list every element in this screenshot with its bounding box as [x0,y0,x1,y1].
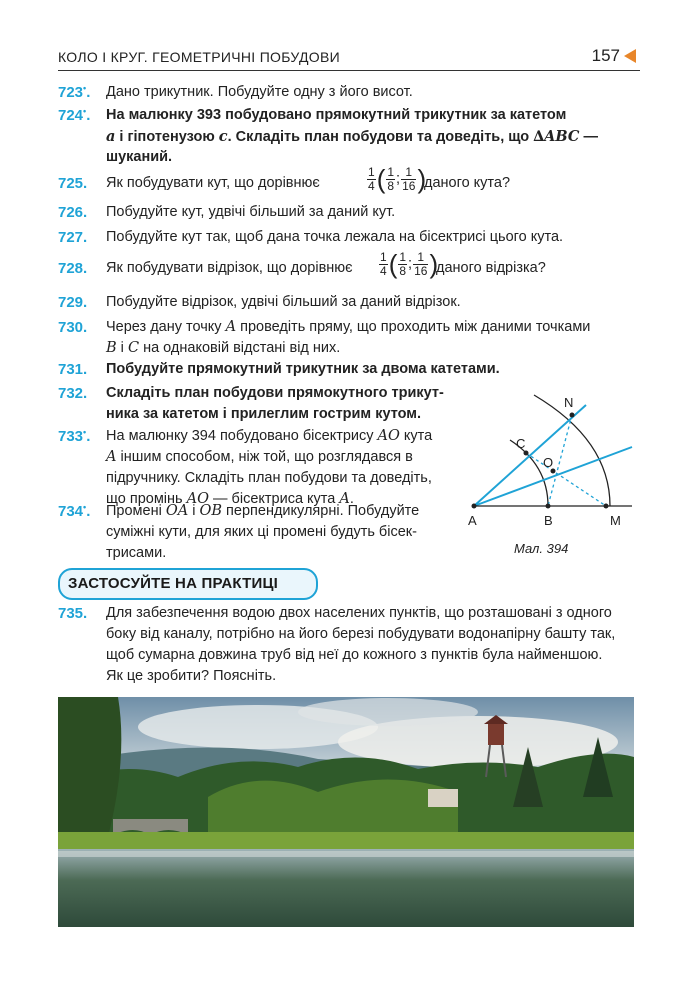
problem-number: 725. [58,175,88,192]
label-m: M [610,513,621,528]
problem-number: 728. [58,260,88,277]
problem-number: 729. [58,294,88,311]
problem-text-line: щоб сумарна довжина труб від неї до кожного з пунктів була найменшою. [106,647,603,663]
problem-text-line: Для забезпечення водою двох населених пунктів, що розташовані з одного [106,605,612,621]
problem-number: 724•. [58,106,91,124]
problem-735 [58,603,648,689]
problem-number: 731. [58,361,88,378]
problem-text-line: що промінь AO — бісектриса кута A. [106,491,354,507]
page-number: 157 [591,46,620,65]
problem-text-line: Промені OA і OB перпендикулярні. Побудуйте [106,503,420,519]
problem-726 [58,202,648,224]
problem-text-end: даного відрізка? [436,260,546,276]
problem-number: 726. [58,204,88,221]
problem-text: Побудуйте кут, удвічі більший за даний кут. [106,204,396,220]
problem-text-line: боку від каналу, потрібно на його березі побудувати водонапірну башту так, [106,626,616,642]
problem-number: 727. [58,229,88,246]
house [428,789,458,807]
point-n [570,413,575,418]
problem-734 [58,501,468,565]
water [58,849,634,927]
figure-394 [460,385,640,535]
arc-large [534,395,610,506]
problem-number: 735. [58,605,88,622]
fraction-expression: $\frac{1}{4}$ ( $\frac{1}{8}$ ; $\frac{1}{16}$ ) [380,249,439,279]
label-o: O [543,455,554,470]
trees-light [208,780,458,838]
problem-text-line: Через дану точку A проведіть пряму, що проходить між даними точками [106,319,591,335]
problem-text: Побудуйте кут так, щоб дана точка лежала на бісектрисі цього кута. [106,229,564,245]
problem-text-line: Як це зробити? Поясніть. [106,668,277,684]
problem-729 [58,292,648,314]
landscape-photo [58,697,634,927]
problem-text: Побудуйте прямокутний трикутник за двома катетами. [106,361,500,377]
label-n: N [564,395,574,410]
landscape-illustration [58,697,634,927]
point-m [604,504,609,509]
label-b: B [544,513,553,528]
problem-724 [58,105,648,169]
problem-text-line: підручнику. Складіть план побудови та доведіть, [106,470,432,486]
label-c: C [516,436,526,451]
point-a [472,504,477,509]
cloud [298,698,478,726]
problem-730 [58,317,648,359]
problem-text-line: суміжні кути, для яких ці промені будуть бісек- [106,524,417,540]
problem-text-line: Складіть план побудови прямокутного трикут- [106,385,444,401]
problem-728 [58,251,648,287]
problem-725 [58,166,648,202]
running-header [58,46,640,71]
problem-text-line: A іншим способом, ніж той, що розглядався в [106,449,413,465]
chapter-title: КОЛО І КРУГ. ГЕОМЕТРИЧНІ ПОБУДОВИ [58,49,340,65]
fraction-expression: $\frac{1}{4}$ ( $\frac{1}{8}$ ; $\frac{1}{16}$ ) [368,164,427,194]
water-tower-body [488,723,504,745]
figure-caption: Мал. 394 [514,541,569,556]
label-a: A [468,513,477,528]
problem-text: Побудуйте відрізок, удвічі більший за даний відрізок. [106,294,461,310]
problem-number: 723•. [58,83,91,101]
problem-text-line: На малюнку 393 побудовано прямокутний трикутник за катетом [106,107,567,123]
problem-text-line: На малюнку 394 побудовано бісектрису AO кута [106,428,433,444]
problem-text-line: B і C на однаковій відстані від них. [106,340,341,356]
problem-number: 733•. [58,427,91,445]
problem-number: 730. [58,319,88,336]
point-b [546,504,551,509]
problem-text-end: даного кута? [424,175,511,191]
problem-number: 732. [58,385,88,402]
problem-text-line: ника за катетом і прилеглим гострим кутом. [106,406,422,422]
ray-an [474,405,586,506]
problem-text-line: трисами. [106,545,167,561]
water-shine [58,851,634,857]
section-title: ЗАСТОСУЙТЕ НА ПРАКТИЦІ [68,575,278,592]
problem-731 [58,359,648,381]
problem-733 [58,426,468,510]
problem-text: Як побудувати кут, що дорівнює [106,175,320,191]
problem-text-line: a і гіпотенузою c. Складіть план побудови та доведіть, що ∆ABC — [106,128,598,145]
problem-number: 734•. [58,502,91,520]
point-c [524,451,529,456]
problem-text-line: шуканий. [106,149,173,165]
problem-732 [58,383,468,425]
page-arrow-icon [624,49,636,63]
problem-text: Дано трикутник. Побудуйте одну з його висот. [106,84,413,100]
section-banner [58,568,318,600]
problem-723 [58,82,648,104]
problem-text: Як побудувати відрізок, що дорівнює [106,260,353,276]
problem-727 [58,227,648,249]
